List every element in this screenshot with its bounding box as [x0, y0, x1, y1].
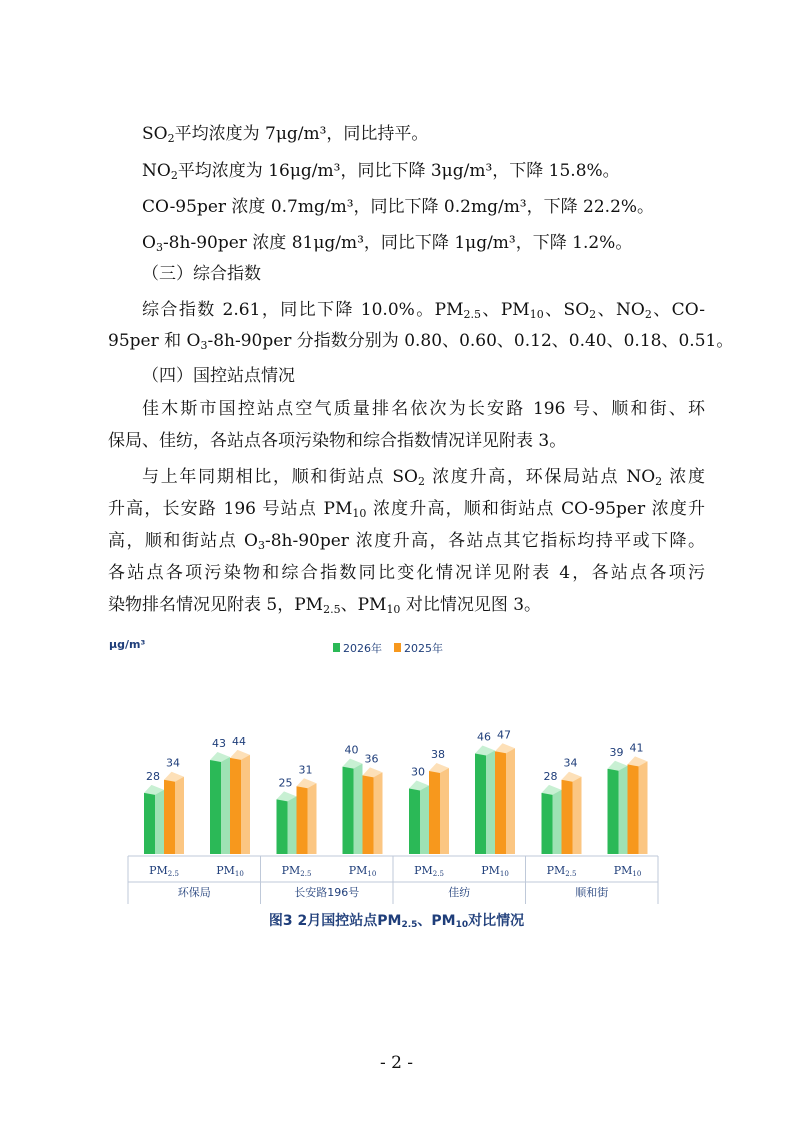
compare-line-3: 高，顺和街站点 $O_3-8h-90per$ 浓度升高，各站点其它指标均持平或下降。: [108, 531, 705, 552]
y-unit-label: μg/m³: [109, 638, 146, 651]
legend-swatch-2: [394, 643, 401, 652]
bar-6-s1-side: [486, 750, 495, 854]
station-label-1: 环保局: [177, 886, 211, 899]
tick-label-4: PM10: [348, 864, 377, 878]
compare-line-2: 升高，长安路 196 号站点 $PM_{10}$ 浓度升高，顺和街站点 CO-95per 浓度升: [108, 499, 705, 520]
bar-3-s2-front: [297, 786, 308, 854]
bar-3-s1-front: [277, 799, 288, 854]
value-label-5-s2: 38: [431, 747, 445, 761]
legend-swatch-1: [333, 643, 340, 652]
tick-label-3: PM2.5: [281, 864, 312, 878]
bar-8-s2-front: [628, 764, 639, 854]
station-label-3: 佳纺: [448, 886, 471, 899]
tick-label-7: PM2.5: [546, 864, 577, 878]
value-label-1-s2: 34: [166, 756, 180, 770]
tick-label-8: PM10: [613, 864, 642, 878]
bar-7-s1-front: [542, 793, 553, 854]
pm-comparison-chart: [108, 628, 668, 930]
value-label-5-s1: 30: [411, 765, 425, 779]
bar-2-s2-side: [241, 755, 250, 854]
bar-2-s2-front: [230, 758, 241, 854]
legend-label-1: 2026年: [343, 642, 382, 655]
value-label-1-s1: 28: [146, 769, 160, 783]
bar-4-s1-front: [343, 767, 354, 854]
bar-1-s1-side: [155, 790, 164, 854]
no2-line: $NO_2$平均浓度为 16μg/m³，同比下降 3μg/m³，下降 15.8%。: [142, 161, 620, 182]
bar-3-s2-side: [308, 783, 317, 854]
bar-1-s2-side: [175, 777, 184, 854]
value-label-2-s2: 44: [232, 734, 246, 748]
bar-5-s1-side: [420, 785, 429, 854]
so2-line: $SO_2$平均浓度为 7μg/m³，同比持平。: [142, 124, 429, 145]
index-line-1: 综合指数 2.61，同比下降 10.0%。$PM_{2.5}$、$PM_{10}$、$SO_2$、$NO_2$、CO-: [142, 300, 705, 321]
bar-8-s2-side: [639, 761, 648, 854]
tick-label-5: PM2.5: [414, 864, 444, 878]
tick-label-1: PM2.5: [149, 864, 179, 878]
legend-label-2: 2025年: [404, 642, 443, 655]
value-label-3-s2: 31: [298, 763, 313, 777]
bar-4-s2-front: [363, 775, 374, 854]
tick-label-2: PM10: [216, 864, 244, 878]
value-label-6-s2: 47: [497, 728, 511, 742]
o3-line: $O_3-8h-90per$ 浓度 81μg/m³，同比下降 1μg/m³，下降 1.2%。: [142, 233, 633, 254]
value-label-8-s2: 41: [629, 741, 644, 755]
rank-line-1: 佳木斯市国控站点空气质量排名依次为长安路 196 号、顺和街、环: [142, 399, 705, 419]
bar-6-s1-front: [475, 753, 486, 854]
bar-1-s2-front: [164, 780, 175, 854]
rank-line-2: 保局、佳纺，各站点各项污染物和综合指数情况详见附表 3。: [108, 431, 567, 451]
figure-caption: 图3 2月国控站点$PM_{2.5}$、$PM_{10}$对比情况: [268, 913, 525, 930]
value-label-3-s1: 25: [278, 776, 293, 790]
compare-line-5: 染物排名情况见附表 5，$PM_{2.5}$、$PM_{10}$ 对比情况见图 3。: [108, 595, 542, 616]
page-number: - 2 -: [379, 1053, 414, 1073]
bar-4-s1-side: [354, 764, 363, 854]
compare-line-4: 各站点各项污染物和综合指数同比变化情况详见附表 4，各站点各项污: [108, 563, 705, 583]
bar-7-s2-front: [562, 780, 573, 854]
chart-svg: [108, 628, 668, 930]
bar-6-s2-front: [495, 751, 506, 854]
compare-line-1: 与上年同期相比，顺和街站点 $SO_2$ 浓度升高，环保局站点 $NO_2$ 浓度: [142, 467, 706, 488]
bar-3-s1-side: [288, 796, 297, 854]
bar-2-s1-side: [221, 757, 230, 854]
value-label-4-s1: 40: [344, 743, 359, 757]
value-label-7-s1: 28: [543, 769, 558, 783]
index-line-2: 95per 和 $O_3-8h-90per$ 分指数分别为 0.80、0.60、0.12、0.40、0.18、0.51。: [108, 331, 734, 352]
bar-7-s1-side: [553, 790, 562, 854]
value-label-8-s1: 39: [609, 745, 624, 759]
value-label-2-s1: 43: [212, 737, 226, 751]
value-label-7-s2: 34: [563, 756, 578, 770]
bar-2-s1-front: [210, 760, 221, 854]
tick-label-6: PM10: [481, 864, 509, 878]
bar-7-s2-side: [573, 777, 582, 854]
section-heading-3: （三）综合指数: [142, 264, 261, 284]
bar-5-s2-side: [440, 768, 449, 854]
value-label-4-s2: 36: [364, 752, 379, 766]
bar-4-s2-side: [374, 772, 383, 854]
value-label-6-s1: 46: [477, 730, 491, 744]
bar-8-s1-side: [619, 766, 628, 854]
bar-8-s1-front: [608, 769, 619, 854]
section-heading-4: （四）国控站点情况: [142, 366, 295, 386]
station-label-2: 长安路196号: [294, 886, 360, 899]
bar-1-s1-front: [144, 793, 155, 854]
station-label-4: 顺和街: [575, 886, 609, 899]
co-line: CO-95per 浓度 0.7mg/m³，同比下降 0.2mg/m³，下降 22.2%。: [142, 197, 655, 217]
bar-5-s1-front: [409, 788, 420, 854]
bar-5-s2-front: [429, 771, 440, 854]
bar-6-s2-side: [506, 748, 515, 854]
